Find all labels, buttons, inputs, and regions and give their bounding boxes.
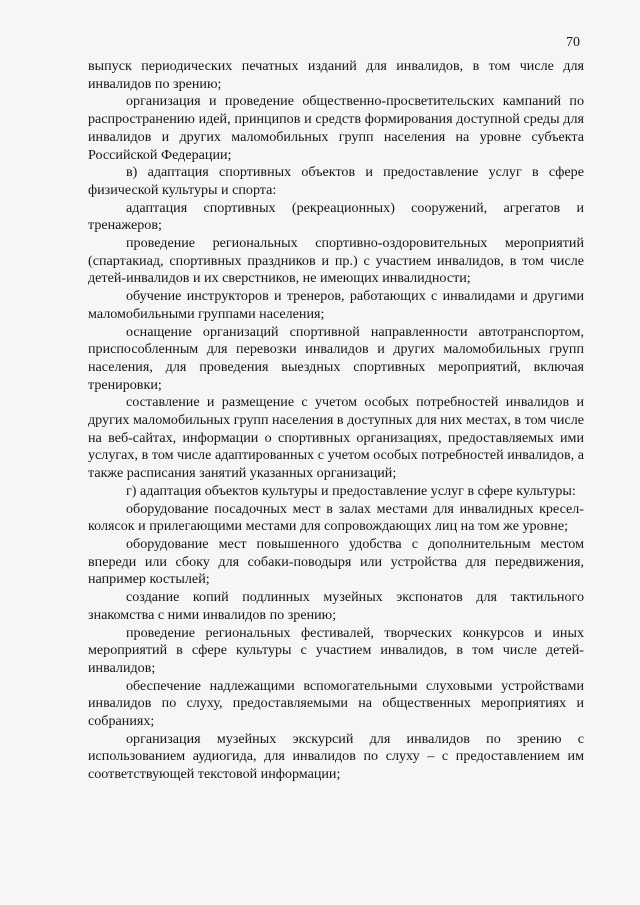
paragraph: организация и проведение общественно-просветительских кампаний по распространению идей, принципов и средств формирования доступной среды для инвалидов и других маломобильных групп населения на уровне субъекта Российской Федерации; bbox=[88, 93, 584, 163]
paragraph: проведение региональных спортивно-оздоровительных мероприятий (спартакиад, спортивных праздников и пр.) с участием инвалидов, в том числе детей-инвалидов и их сверстников, не имеющих инвалидности; bbox=[88, 235, 584, 287]
paragraph: оборудование посадочных мест в залах местами для инвалидных кресел-колясок и прилегающими местами для сопровождающих лиц на том же уровне; bbox=[88, 500, 584, 535]
page-number: 70 bbox=[566, 35, 580, 50]
paragraph: оснащение организаций спортивной направленности автотранспортом, приспособленным для перевозки инвалидов и других маломобильных групп населения, для проведения выездных спортивных мероприятий, включая тренировки; bbox=[88, 323, 584, 393]
paragraph: обучение инструкторов и тренеров, работающих с инвалидами и другими маломобильными группами населения; bbox=[88, 288, 584, 322]
paragraph: оборудование мест повышенного удобства с дополнительным местом впереди или сбоку для собаки-поводыря или устройства для передвижения, например костылей; bbox=[88, 535, 584, 588]
paragraph: проведение региональных фестивалей, творческих конкурсов и иных мероприятий в сфере культуры с участием инвалидов, в том числе детей-инвалидов; bbox=[88, 624, 584, 676]
paragraph: выпуск периодических печатных изданий для инвалидов, в том числе для инвалидов по зрению; bbox=[88, 58, 584, 92]
paragraph: создание копий подлинных музейных экспонатов для тактильного знакомства с ними инвалидов по зрению; bbox=[88, 589, 584, 623]
paragraph: адаптация спортивных (рекреационных) сооружений, агрегатов и тренажеров; bbox=[88, 199, 584, 234]
paragraph: обеспечение надлежащими вспомогательными слуховыми устройствами инвалидов по слуху, предоставляемыми на общественных мероприятиях и собраниях; bbox=[88, 677, 584, 730]
document-body bbox=[88, 58, 584, 784]
paragraph: г) адаптация объектов культуры и предоставление услуг в сфере культуры: bbox=[126, 482, 576, 499]
paragraph: составление и размещение с учетом особых потребностей инвалидов и других маломобильных групп населения в доступных для них местах, в том числе на веб-сайтах, информации о спортивных организациях, предоставляемых ими услугах, в том числе адаптированных с учетом особых потребностей инвалидов, а также расписания занятий указанных организаций; bbox=[88, 394, 584, 482]
paragraph: в) адаптация спортивных объектов и предоставление услуг в сфере физической культуры и спорта: bbox=[88, 164, 584, 198]
paragraph: организация музейных экскурсий для инвалидов по зрению с использованием аудиогида, для инвалидов по слуху – с предоставлением им соответствующей текстовой информации; bbox=[88, 730, 584, 783]
